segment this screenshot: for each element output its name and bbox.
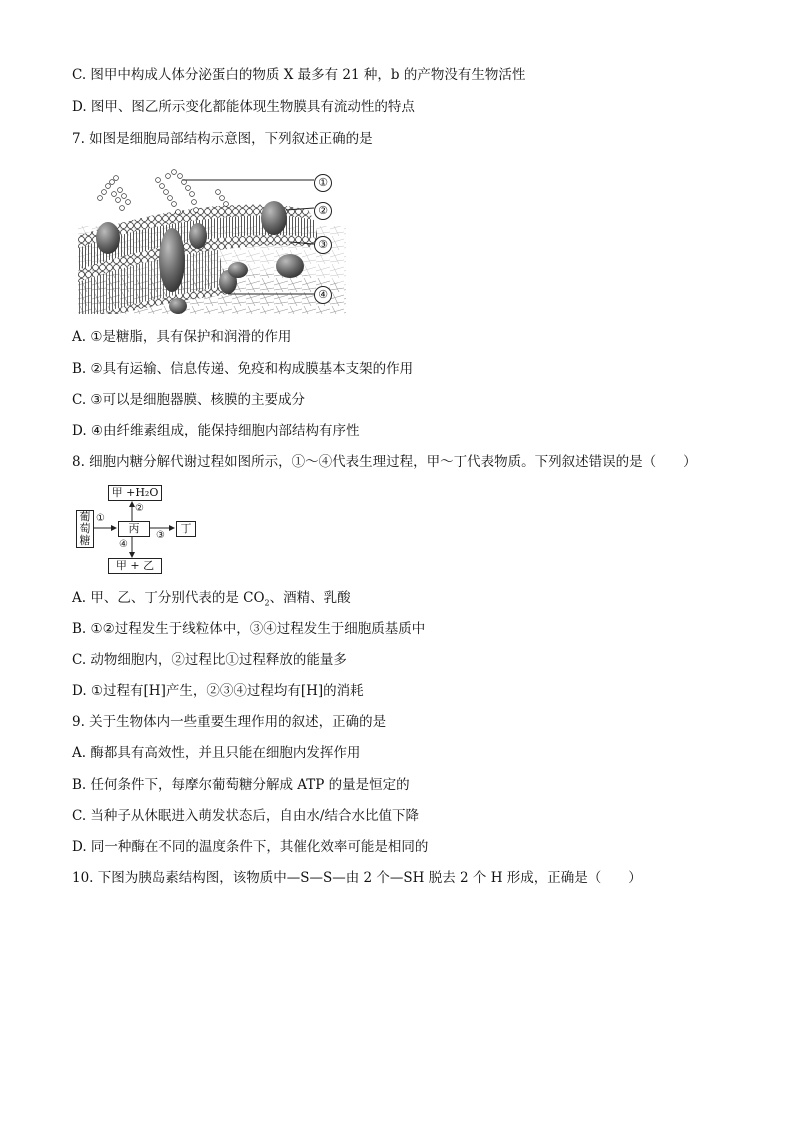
q9-option-b: B. 任何条件下，每摩尔葡萄糖分解成 ATP 的量是恒定的 (72, 777, 410, 793)
product-top-box: 甲 +H₂O (108, 485, 162, 501)
q7-option-d: D. ④由纤维素组成，能保持细胞内部结构有序性 (72, 423, 360, 439)
q9-option-c: C. 当种子从休眠进入萌发状态后，自由水/结合水比值下降 (72, 808, 419, 824)
process-4-label: ④ (119, 539, 128, 550)
q8-option-a-subscript: 2 (264, 598, 270, 608)
glucose-char-2: 萄 (79, 522, 91, 535)
q7-option-a: A. ①是糖脂，具有保护和润滑的作用 (72, 329, 292, 345)
label-1: ① (314, 174, 332, 192)
q7-stem: 7. 如图是细胞局部结构示意图，下列叙述正确的是 (72, 131, 373, 147)
label-3: ③ (314, 236, 332, 254)
q8-option-c: C. 动物细胞内，②过程比①过程释放的能量多 (72, 652, 347, 668)
label-2: ② (314, 202, 332, 220)
cell-membrane-figure (78, 166, 346, 314)
product-bottom-box: 甲 + 乙 (108, 558, 162, 574)
q9-option-d: D. 同一种酶在不同的温度条件下，其催化效率可能是相同的 (72, 839, 429, 855)
cell-membrane-illustration (78, 166, 346, 314)
q10-stem: 10. 下图为胰岛素结构图，该物质中—S—S—由 2 个—SH 脱去 2 个 H 形成，正确是（ ） (72, 870, 642, 886)
q8-option-a-text: A. 甲、乙、丁分别代表的是 CO (72, 590, 265, 606)
q8-option-a (72, 589, 351, 613)
label-4: ④ (314, 286, 332, 304)
q8-stem: 8. 细胞内糖分解代谢过程如图所示，①～④代表生理过程，甲～丁代表物质。下列叙述错误的是（ ） (72, 454, 697, 470)
process-2-label: ② (135, 503, 144, 514)
q7-option-c: C. ③可以是细胞器膜、核膜的主要成分 (72, 392, 306, 408)
metabolism-diagram (72, 482, 202, 574)
substance-c-box: 丙 (118, 521, 150, 537)
q6-option-c: C. 图甲中构成人体分泌蛋白的物质 X 最多有 21 种，b 的产物没有生物活性 (72, 67, 526, 83)
substance-d-box: 丁 (176, 521, 196, 537)
glucose-char-1: 葡 (79, 510, 91, 523)
q9-option-a: A. 酶都具有高效性，并且只能在细胞内发挥作用 (72, 745, 361, 761)
q8-option-d: D. ①过程有[H]产生，②③④过程均有[H]的消耗 (72, 683, 364, 699)
glucose-char-3: 糖 (79, 534, 91, 547)
q8-option-a-rest: 、酒精、乳酸 (269, 590, 351, 606)
q8-option-b: B. ①②过程发生于线粒体中，③④过程发生于细胞质基质中 (72, 621, 426, 637)
glucose-box (76, 510, 94, 548)
process-1-label: ① (96, 513, 105, 524)
process-3-label: ③ (156, 530, 165, 541)
q9-stem: 9. 关于生物体内一些重要生理作用的叙述，正确的是 (72, 714, 387, 730)
q6-option-d: D. 图甲、图乙所示变化都能体现生物膜具有流动性的特点 (72, 99, 415, 115)
q7-option-b: B. ②具有运输、信息传递、免疫和构成膜基本支架的作用 (72, 361, 414, 377)
